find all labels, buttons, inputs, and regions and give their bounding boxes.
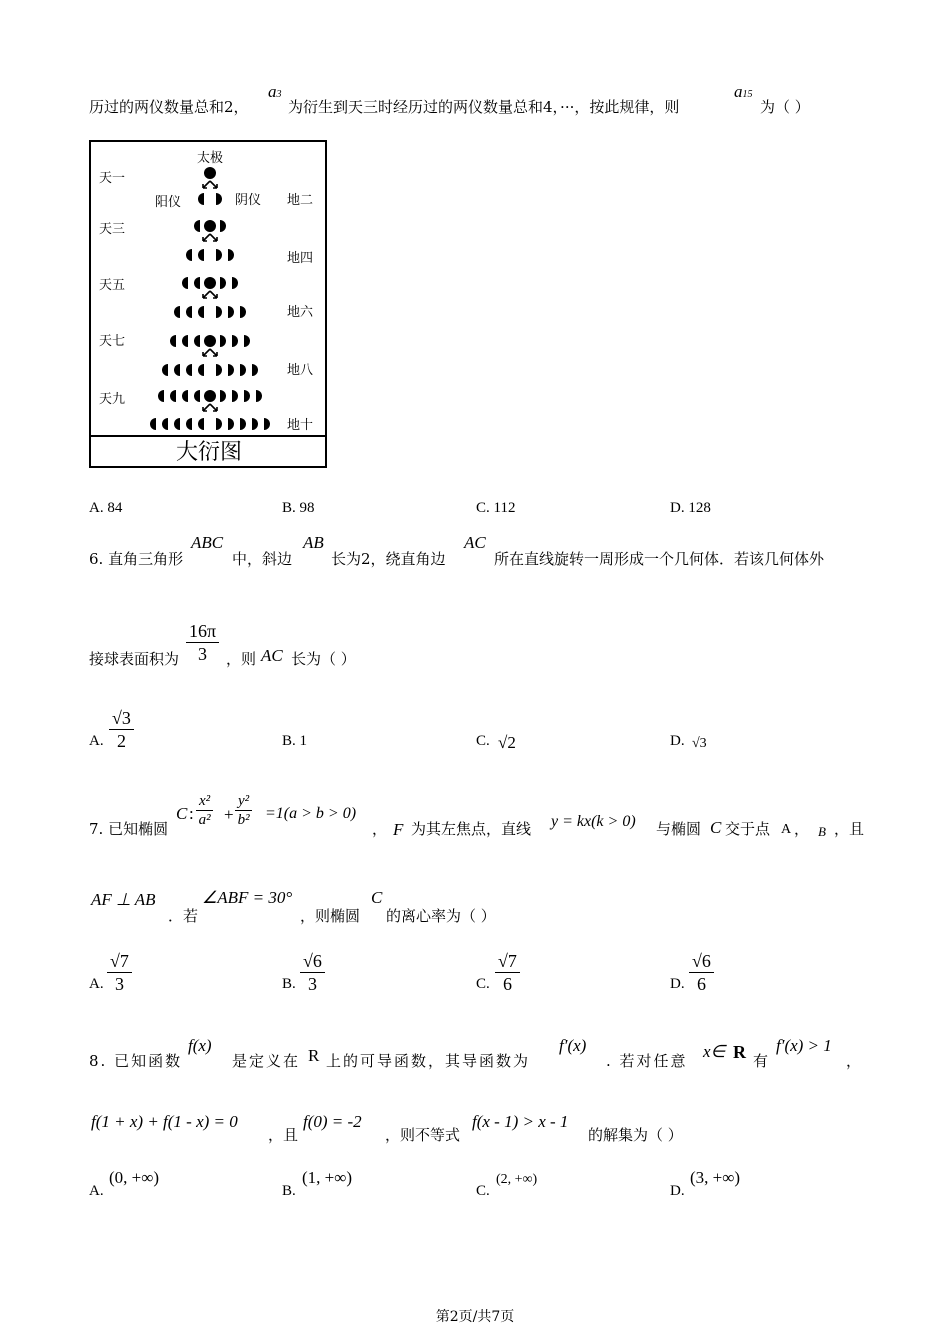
split-arrows bbox=[203, 181, 217, 188]
q8-bold-r: R bbox=[733, 1042, 746, 1062]
yin-half-disc bbox=[244, 335, 250, 347]
split-arrows bbox=[203, 404, 217, 411]
q8-fx: f(x) bbox=[188, 1036, 212, 1055]
yang-half-disc bbox=[198, 249, 204, 261]
q8-stem-e: 有 bbox=[753, 1052, 769, 1070]
yin-half-disc bbox=[252, 418, 258, 430]
yin-half-disc bbox=[216, 418, 222, 430]
q8-option-a-label[interactable]: A. bbox=[89, 1183, 104, 1199]
q6-stem-g: 长为（ ） bbox=[291, 650, 356, 668]
q7-option-b-label[interactable]: B. bbox=[282, 976, 296, 992]
q6-stem-a: 6. 直角三角形 bbox=[89, 550, 184, 568]
q5-option-b[interactable]: B. 98 bbox=[282, 500, 315, 516]
q6-stem-f: ，则 bbox=[226, 650, 257, 668]
q5-option-a[interactable]: A. 84 bbox=[89, 500, 123, 516]
yin-half-disc bbox=[252, 364, 258, 376]
q6-option-c-label[interactable]: C. bbox=[476, 733, 490, 749]
q7-line: y = kx(k > 0) bbox=[551, 813, 636, 830]
yang-half-disc bbox=[174, 306, 180, 318]
taiji-dot bbox=[204, 167, 216, 179]
q8-option-d-value: (3, +∞) bbox=[690, 1168, 741, 1187]
yang-half-disc bbox=[162, 418, 168, 430]
q7-option-d-label[interactable]: D. bbox=[670, 976, 685, 992]
diagram-right-label: 地十 bbox=[287, 418, 314, 433]
q7-colon: : bbox=[189, 804, 194, 823]
yang-half-disc bbox=[150, 418, 156, 430]
yang-half-disc bbox=[194, 277, 200, 289]
q7-stem-a: 7. 已知椭圆 bbox=[89, 820, 169, 838]
yin-half-disc bbox=[232, 390, 238, 402]
q6-abc: ABC bbox=[191, 533, 224, 552]
yin-half-disc bbox=[216, 364, 222, 376]
q7-plus: + bbox=[224, 805, 234, 824]
q5-option-d[interactable]: D. 128 bbox=[670, 500, 711, 516]
yang-half-disc bbox=[182, 277, 188, 289]
yang-half-disc bbox=[198, 418, 204, 430]
diagram-right-label: 地六 bbox=[287, 305, 314, 320]
yin-half-disc bbox=[216, 306, 222, 318]
taiji-dot bbox=[204, 335, 216, 347]
page-footer: 第2页/共7页 bbox=[435, 1309, 515, 1325]
q8-r: R bbox=[308, 1046, 320, 1065]
q6-option-c-value: √2 bbox=[498, 733, 516, 752]
yang-half-disc bbox=[182, 335, 188, 347]
q7-option-a-value: $\frac{√7}{3}$ bbox=[107, 950, 132, 995]
yin-half-disc bbox=[216, 249, 222, 261]
q8-stem-f: ，且 bbox=[268, 1126, 299, 1144]
yang-half-disc bbox=[198, 193, 204, 205]
yang-half-disc bbox=[194, 390, 200, 402]
q8-comma-1: ， bbox=[846, 1052, 862, 1070]
q8-stem-a: 8. 已知函数 bbox=[89, 1052, 183, 1070]
q8-stem-b: 是定义在 bbox=[232, 1052, 301, 1070]
yin-half-disc bbox=[220, 335, 226, 347]
q8-cond: f′(x) > 1 bbox=[776, 1036, 832, 1055]
q6-option-b[interactable]: B. 1 bbox=[282, 733, 308, 749]
yang-half-disc bbox=[182, 390, 188, 402]
q5-option-c[interactable]: C. 112 bbox=[476, 500, 516, 516]
q8-eq1: f(1 + x) + f(1 - x) = 0 bbox=[91, 1112, 238, 1131]
diagram-left-label: 天七 bbox=[99, 334, 126, 349]
q7-c2: C bbox=[710, 818, 722, 837]
q7-point-b: B bbox=[818, 824, 826, 839]
q7-angle: ∠ABF = 30° bbox=[202, 888, 293, 907]
q7-frac-y: $\frac{\text{y²}}{\text{b²}}$ bbox=[235, 792, 252, 829]
q8-option-b-value: (1, +∞) bbox=[302, 1168, 353, 1187]
q8-option-c-value: (2, +∞) bbox=[496, 1172, 538, 1187]
q6-stem-d: 所在直线旋转一周形成一个几何体．若该几何体外 bbox=[494, 550, 825, 568]
yin-half-disc bbox=[228, 249, 234, 261]
diagram-left-label: 天九 bbox=[99, 392, 126, 407]
yang-half-disc bbox=[198, 364, 204, 376]
q6-option-a-label[interactable]: A. bbox=[89, 733, 104, 749]
yin-label: 阴仪 bbox=[235, 193, 262, 208]
q8-option-d-label[interactable]: D. bbox=[670, 1183, 685, 1199]
q7-comma-1: ， bbox=[372, 820, 388, 838]
q7-stem-b: 为其左焦点，直线 bbox=[411, 820, 532, 838]
yang-half-disc bbox=[162, 364, 168, 376]
q8-option-a-value: (0, +∞) bbox=[109, 1168, 160, 1187]
yin-half-disc bbox=[228, 364, 234, 376]
yin-half-disc bbox=[240, 306, 246, 318]
q7-f: F bbox=[393, 820, 404, 839]
q8-stem-c: 上的可导函数，其导函数为 bbox=[326, 1052, 531, 1070]
q7-perp: AF ⊥ AB bbox=[91, 890, 156, 909]
yin-half-disc bbox=[244, 390, 250, 402]
q8-x-in: x∈ bbox=[703, 1042, 726, 1061]
q6-option-a-value: $\frac{√3}{2}$ bbox=[109, 707, 134, 752]
q6-ac2: AC bbox=[261, 646, 283, 665]
yin-half-disc bbox=[256, 390, 262, 402]
q7-point-a: A bbox=[781, 822, 792, 837]
yin-half-disc bbox=[264, 418, 270, 430]
q7-stem-d: 交于点 bbox=[725, 820, 771, 838]
yang-half-disc bbox=[186, 418, 192, 430]
yang-half-disc bbox=[194, 220, 200, 232]
q8-option-b-label[interactable]: B. bbox=[282, 1183, 296, 1199]
q6-option-d-value: √3 bbox=[692, 736, 707, 751]
q7-option-d-value: $\frac{√6}{6}$ bbox=[689, 950, 714, 995]
diagram-caption: 大衍图 bbox=[175, 440, 243, 465]
yin-half-disc bbox=[220, 220, 226, 232]
diagram-right-label: 地二 bbox=[287, 193, 314, 208]
q7-stem-g: ，则椭圆 bbox=[300, 907, 361, 925]
q7-option-a-label[interactable]: A. bbox=[89, 976, 104, 992]
q7-option-b-value: $\frac{√6}{3}$ bbox=[300, 950, 325, 995]
intro-text-c: 为（ ） bbox=[760, 98, 810, 116]
split-arrows bbox=[203, 234, 217, 241]
split-arrows bbox=[203, 291, 217, 298]
yin-half-disc bbox=[240, 364, 246, 376]
q6-ab: AB bbox=[303, 533, 324, 552]
q6-stem-e: 接球表面积为 bbox=[89, 650, 180, 668]
q7-stem-f: ．若 bbox=[168, 907, 199, 925]
yang-half-disc bbox=[186, 364, 192, 376]
taiji-dot bbox=[204, 220, 216, 232]
yang-half-disc bbox=[194, 335, 200, 347]
q8-eq2: f(0) = -2 bbox=[303, 1112, 362, 1131]
q7-stem-c: 与椭圆 bbox=[656, 820, 702, 838]
q7-c: C bbox=[176, 804, 188, 823]
yang-half-disc bbox=[158, 390, 164, 402]
q8-fpx: f′(x) bbox=[559, 1036, 587, 1055]
yin-half-disc bbox=[216, 193, 222, 205]
q7-stem-e: ，且 bbox=[834, 820, 865, 838]
split-arrows bbox=[203, 349, 217, 356]
yang-half-disc bbox=[170, 390, 176, 402]
diagram-right-label: 地八 bbox=[287, 363, 314, 378]
intro-text-a: 历过的两仪数量总和2， bbox=[89, 98, 249, 116]
diagram-left-label: 天一 bbox=[99, 171, 126, 186]
taiji-dot bbox=[204, 277, 216, 289]
q6-stem-c: 长为2，绕直角边 bbox=[331, 550, 446, 568]
a15-symbol: a15 bbox=[734, 82, 753, 101]
diagram-left-label: 天五 bbox=[99, 278, 126, 293]
q6-option-d-label[interactable]: D. bbox=[670, 733, 685, 749]
q6-ac: AC bbox=[464, 533, 486, 552]
yang-half-disc bbox=[186, 249, 192, 261]
yang-half-disc bbox=[174, 418, 180, 430]
q6-fraction: $\frac{16\pi}{3}$ bbox=[186, 620, 219, 665]
taiji-label: 太极 bbox=[196, 151, 224, 166]
q7-eq: =1(a > b > 0) bbox=[265, 805, 357, 822]
yin-half-disc bbox=[228, 306, 234, 318]
taiji-dot bbox=[204, 390, 216, 402]
q7-option-c-value: $\frac{√7}{6}$ bbox=[495, 950, 520, 995]
yang-label: 阳仪 bbox=[155, 195, 182, 210]
dayan-diagram bbox=[89, 140, 327, 468]
yin-half-disc bbox=[220, 390, 226, 402]
q7-c3: C bbox=[371, 888, 383, 907]
yin-half-disc bbox=[228, 418, 234, 430]
yang-half-disc bbox=[170, 335, 176, 347]
a3-symbol: a3 bbox=[268, 82, 282, 101]
diagram-right-label: 地四 bbox=[287, 251, 314, 266]
yin-half-disc bbox=[220, 277, 226, 289]
yin-half-disc bbox=[232, 335, 238, 347]
q8-option-c-label[interactable]: C. bbox=[476, 1183, 490, 1199]
q8-stem-h: 的解集为（ ） bbox=[588, 1126, 683, 1144]
q7-stem-h: 的离心率为（ ） bbox=[386, 907, 496, 925]
q8-stem-g: ，则不等式 bbox=[385, 1126, 461, 1144]
intro-text-b: 为衍生到天三时经历过的两仪数量总和4，···，按此规律，则 bbox=[288, 98, 680, 116]
q8-ineq: f(x - 1) > x - 1 bbox=[472, 1112, 569, 1131]
q8-stem-d: . 若对任意 bbox=[606, 1052, 688, 1070]
diagram-left-label: 天三 bbox=[99, 222, 126, 237]
yang-half-disc bbox=[198, 306, 204, 318]
yin-half-disc bbox=[240, 418, 246, 430]
q7-comma-2: ， bbox=[794, 820, 810, 838]
q7-frac-x: $\frac{\text{x²}}{\text{a²}}$ bbox=[196, 792, 213, 829]
q7-option-c-label[interactable]: C. bbox=[476, 976, 490, 992]
yang-half-disc bbox=[186, 306, 192, 318]
yin-half-disc bbox=[232, 277, 238, 289]
yang-half-disc bbox=[174, 364, 180, 376]
q6-stem-b: 中，斜边 bbox=[232, 550, 293, 568]
